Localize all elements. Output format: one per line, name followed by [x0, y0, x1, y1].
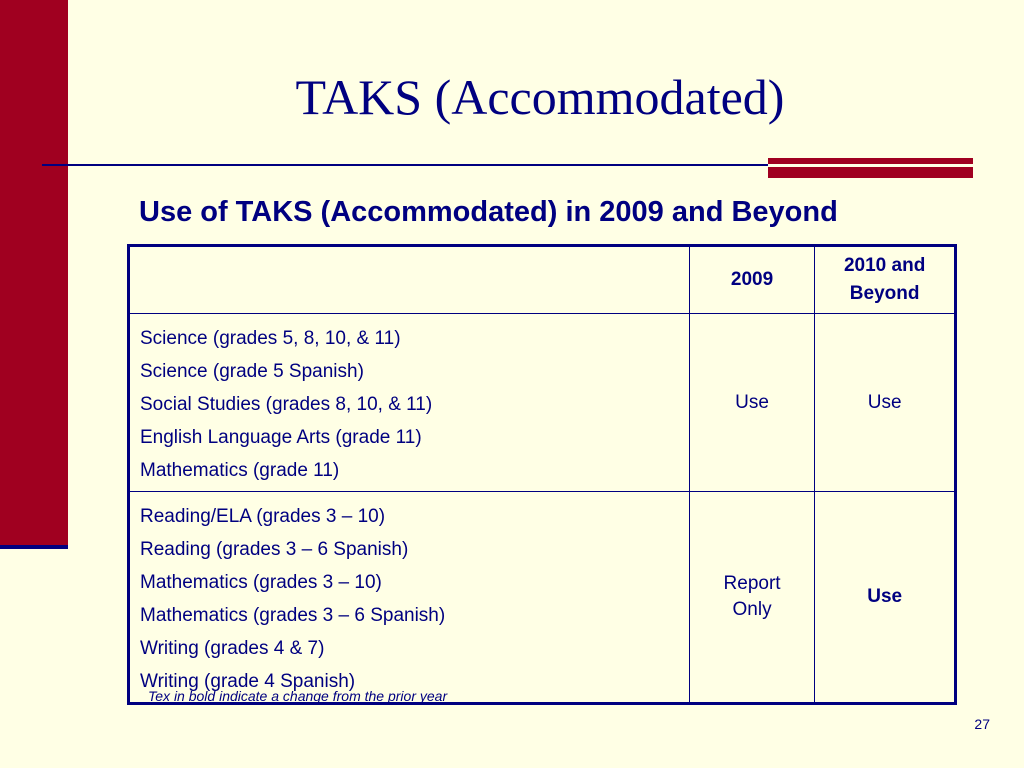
header-subject	[129, 246, 690, 314]
cell-2009	[689, 492, 814, 704]
left-accent-underline	[0, 545, 68, 549]
cell-2009: Use	[689, 314, 814, 492]
left-accent-bar	[0, 0, 68, 545]
header-2010-label: 2010 and Beyond	[843, 255, 926, 304]
subject-item: Mathematics (grade 11)	[140, 460, 340, 481]
subject-item: Reading (grades 3 – 6 Spanish)	[140, 539, 409, 560]
table-row	[129, 314, 956, 492]
subject-item: Mathematics (grades 3 – 10)	[140, 572, 382, 593]
subject-item: Writing (grades 4 & 7)	[140, 638, 325, 659]
table-header-row	[129, 246, 956, 314]
subject-item: Mathematics (grades 3 – 6 Spanish)	[140, 605, 446, 626]
subject-list	[129, 314, 690, 492]
cell-2010: Use	[815, 314, 956, 492]
usage-table	[127, 244, 957, 705]
slide-subtitle: Use of TAKS (Accommodated) in 2009 and Beyond	[139, 196, 838, 228]
page-number: 27	[974, 716, 990, 732]
subject-item: Science (grades 5, 8, 10, & 11)	[140, 328, 401, 349]
cell-2010: Use	[815, 492, 956, 704]
header-2009: 2009	[689, 246, 814, 314]
subject-list	[129, 492, 690, 704]
footnote: Tex in bold indicate a change from the prior year	[148, 688, 448, 704]
subject-item: Social Studies (grades 8, 10, & 11)	[140, 394, 433, 415]
header-2010-and-beyond	[815, 246, 956, 314]
subject-item: Reading/ELA (grades 3 – 10)	[140, 506, 386, 527]
slide-title: TAKS (Accommodated)	[295, 69, 785, 125]
cell-2009-label: Report Only	[723, 573, 781, 620]
title-accent-gap	[768, 164, 973, 167]
table-row	[129, 492, 956, 704]
subject-item: Writing (grade 4 Spanish)	[140, 671, 356, 692]
subject-item: English Language Arts (grade 11)	[140, 427, 422, 448]
title-accent-block	[768, 158, 973, 178]
subject-item: Science (grade 5 Spanish)	[140, 361, 364, 382]
